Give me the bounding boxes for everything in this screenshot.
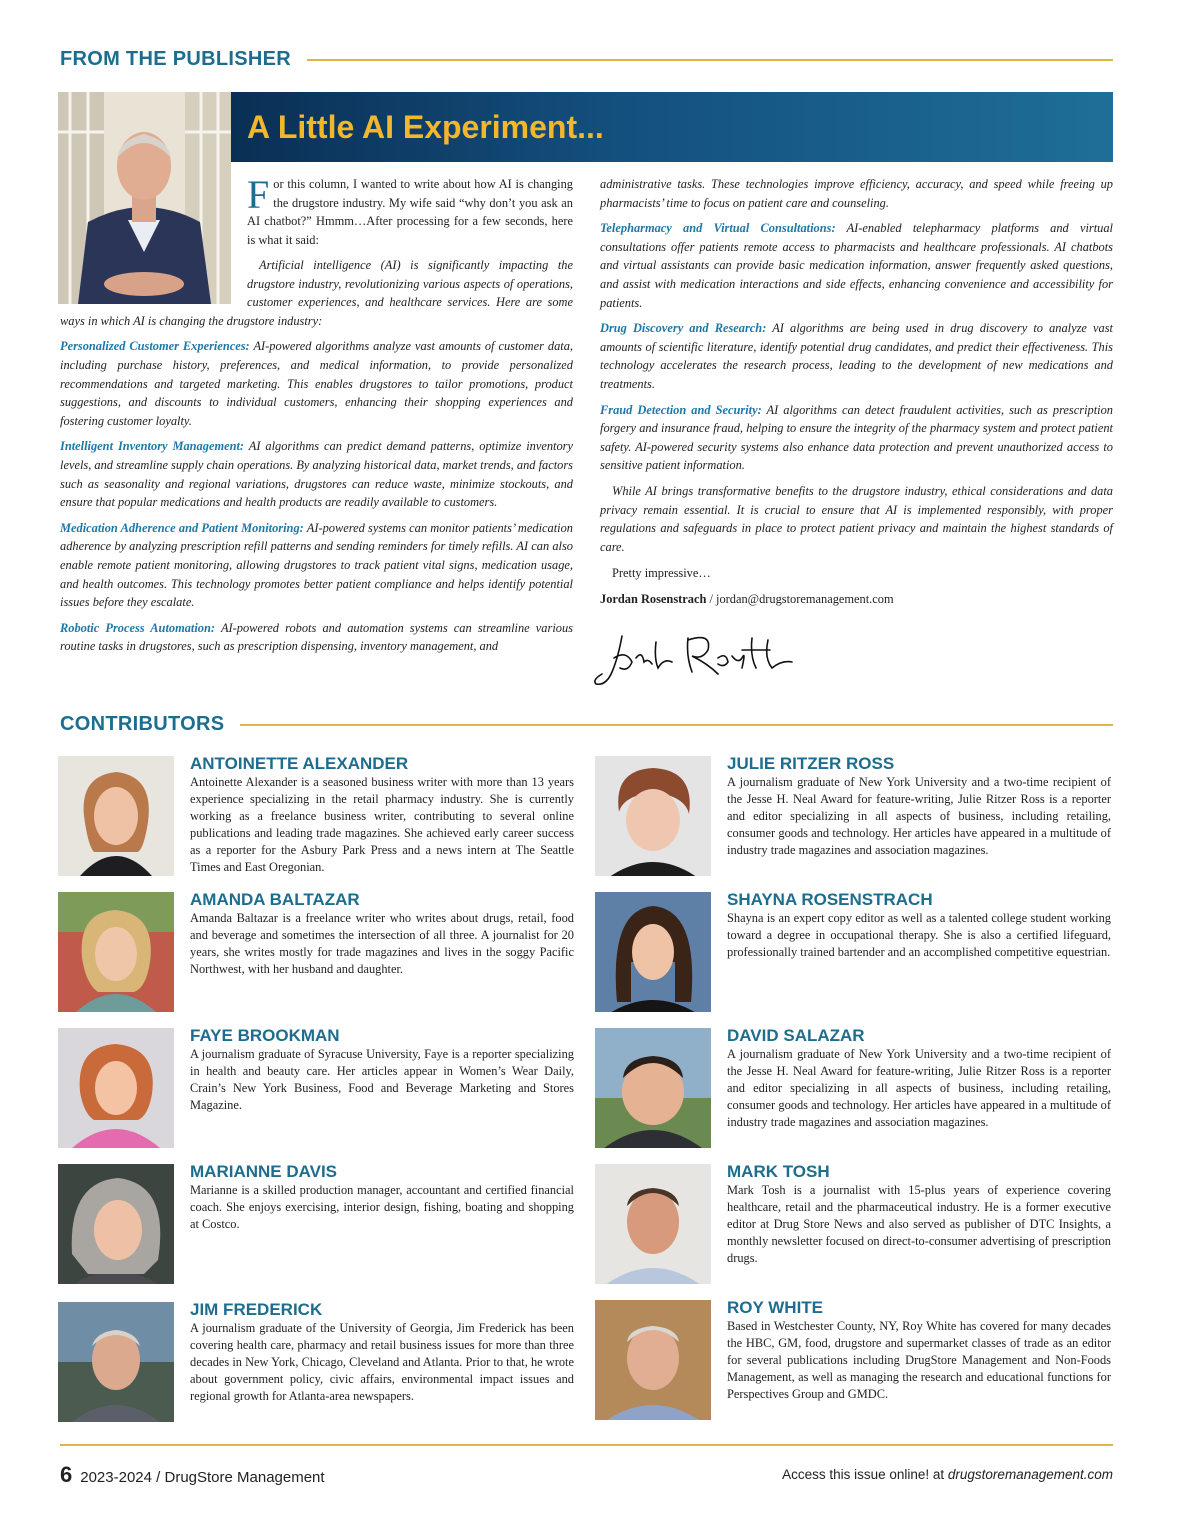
contributor-photo bbox=[595, 1300, 711, 1420]
contributor-bio: Mark Tosh is a journalist with 15-plus years of experience covering healthcare, retail and the pharmaceutical industry. He is a former executive editor at Drug Store News and also served as publisher of DTC Insights, a monthly newsletter focused on direct-to-consumer advertising of prescription drugs. bbox=[727, 1183, 1111, 1265]
publisher-intro bbox=[247, 172, 573, 258]
item-personalized: Personalized Customer Experiences: AI-powered algorithms analyze vast amounts of customer data, including purchase history, preferences, and medical information, to provide personalized recommendations and targeted marketing. This enables drugstores to tailor promotions, product suggestions, and discounts to individual customers, enhancing their shopping experiences and fostering customer loyalty. bbox=[60, 339, 573, 428]
contributor-name: ROY WHITE bbox=[727, 1298, 824, 1317]
contributor-name: JULIE RITZER ROSS bbox=[727, 754, 895, 773]
contributor-card bbox=[58, 1302, 574, 1422]
item-fraud: Fraud Detection and Security: AI algorithms can detect fraudulent activities, such as prescription forgery and insurance fraud, helping to ensure the integrity of the pharmacy system and protect patient safety. AI-powered security systems also enhance data protection and prevent unauthorized access to sensitive patient information. bbox=[600, 402, 1113, 473]
footer-divider bbox=[60, 1444, 1113, 1446]
contributor-bio: Amanda Baltazar is a freelance writer who writes about drugs, retail, food and beverage and sometimes the intersection of all three. A journalist for 20 years, she writes mostly for trade magazines and lives in the soggy Pacific Northwest, with her husband and daughter. bbox=[190, 911, 574, 976]
page-number: 6 bbox=[60, 1462, 73, 1487]
item-adherence: Medication Adherence and Patient Monitoring: AI-powered systems can monitor patients’ medication adherence by analyzing prescription refill patterns and sending reminders for timely refills. AI can also enable remote patient monitoring, allowing drugstores to track patient vital signs, medication usage, and health outcomes. This technology promotes better patient compliance and helps identify potential issues before they escalate. bbox=[60, 520, 573, 610]
item-robotic: Robotic Process Automation: AI-powered robots and automation systems can streamline various routine tasks in drugstores, such as prescription dispensing, inventory management, and bbox=[60, 620, 573, 654]
contributor-bio: Based in Westchester County, NY, Roy White has covered for many decades the HBC, GM, food, drugstore and supermarket classes of trade as an editor for several publications including DrugStore Management and Non-Foods Management, as well as managing the research and educational functions for Perspectives Group and GMDC. bbox=[727, 1319, 1111, 1401]
item-inventory: Intelligent Inventory Management: AI algorithms can predict demand patterns, optimize inventory levels, and streamline supply chain operations. By analyzing historical data, market trends, and factors such as seasonality and regional variations, drugstores can reduce waste, minimize stockouts, and ensure that popular medications and health products are readily available to customers. bbox=[60, 439, 573, 510]
contributor-bio: A journalism graduate of Syracuse University, Faye is a reporter specializing in health and beauty care. Her articles appear in Women’s Wear Daily, Crain’s New York Business, Food and Beverage Marketing and Stores Magazine. bbox=[190, 1047, 574, 1112]
contributors-section-header bbox=[60, 713, 1113, 736]
contributor-card bbox=[595, 1164, 1111, 1284]
item-telepharmacy: Telepharmacy and Virtual Consultations: AI-enabled telepharmacy platforms and virtual consultations offer patients remote access to pharmacists and healthcare professionals. AI chatbots and virtual assistants can provide basic medication information, answer frequently asked questions, and assist with medication interactions and side effects, enhancing convenience and accessibility for patients. bbox=[600, 221, 1114, 310]
section-label: FROM THE PUBLISHER bbox=[60, 48, 291, 70]
contributor-name: FAYE BROOKMAN bbox=[190, 1026, 340, 1045]
contributor-bio: Shayna is an expert copy editor as well as a talented college student working toward a degree in occupational therapy. She is also a certified lifeguard, professionally trained bartender and an accomplished competitive equestrian. bbox=[727, 911, 1111, 959]
contributor-name: SHAYNA ROSENSTRACH bbox=[727, 890, 933, 909]
footer-right bbox=[782, 1467, 1113, 1482]
contributor-name: MARIANNE DAVIS bbox=[190, 1162, 338, 1181]
pretty-impressive: Pretty impressive… bbox=[612, 566, 711, 581]
access-text: Access this issue online! at bbox=[782, 1467, 948, 1482]
contributor-photo bbox=[58, 1302, 174, 1422]
contributor-bio: A journalism graduate of New York University and a two-time recipient of the Jesse H. Neal Award for feature-writing, Julie Ritzer Ross is a reporter and editor specializing in all aspects of business, including retailing, consumer goods and technology. Her articles have appeared in a multitude of industry trade magazines and association magazines. bbox=[727, 775, 1111, 857]
contributor-photo bbox=[595, 1164, 711, 1284]
author-name: Jordan Rosenstrach bbox=[600, 591, 707, 606]
contributor-bio: A journalism graduate of New York University and a two-time recipient of the Jesse H. Neal Award for feature-writing, Julie Ritzer Ross is a reporter and editor specializing in all aspects of business, including retailing, consumer goods and technology. Her articles have appeared in a multitude of industry trade magazines and association magazines. bbox=[727, 1047, 1111, 1129]
contributor-bio: Antoinette Alexander is a seasoned business writer with more than 13 years experience specializing in the retail pharmacy industry. She is currently working as a freelance business writer, contributing to several online publications and leading trade magazines. She achieved early career success as a reporter for the Asbury Park Press and a news intern at The Seattle Times and East Oregonian. bbox=[190, 775, 574, 874]
contributor-photo bbox=[58, 756, 174, 876]
contributor-card bbox=[595, 1300, 1111, 1420]
section-label: CONTRIBUTORS bbox=[60, 713, 225, 735]
contributor-card bbox=[595, 892, 1111, 1012]
contributor-photo bbox=[595, 1028, 711, 1148]
contributor-name: DAVID SALAZAR bbox=[727, 1026, 865, 1045]
contributor-card bbox=[595, 756, 1111, 876]
wrap-spacer bbox=[60, 256, 247, 310]
contributor-bio: A journalism graduate of the University of Georgia, Jim Frederick has been covering health care, pharmacy and retail business issues for more than three decades in New York, Chicago, Cleveland and Atlanta. Prior to that, he wrote about government policy, civic affairs, environmental impact issues and regional growth for Atlanta-area newspapers. bbox=[190, 1321, 574, 1403]
drop-cap: F bbox=[247, 172, 270, 217]
divider bbox=[307, 59, 1113, 61]
contributor-card bbox=[58, 1164, 574, 1284]
contributor-photo bbox=[58, 1164, 174, 1284]
contributor-card bbox=[58, 1028, 574, 1148]
continuation-text: administrative tasks. These technologies improve efficiency, accuracy, and speed while freeing up pharmacists’ time to focus on patient care and counseling. bbox=[600, 177, 1113, 210]
contributor-photo bbox=[58, 892, 174, 1012]
contributor-photo bbox=[595, 756, 711, 876]
signature-image bbox=[592, 628, 797, 690]
contributor-bio: Marianne is a skilled production manager, accountant and certified financial coach. She enjoys exercising, interior design, fishing, boating and shopping at Costco. bbox=[190, 1183, 574, 1231]
contributor-name: MARK TOSH bbox=[727, 1162, 830, 1181]
author-line: Jordan Rosenstrach / jordan@drugstoremanagement.com bbox=[600, 591, 894, 606]
contributor-name: AMANDA BALTAZAR bbox=[190, 890, 360, 909]
intro-text: or this column, I wanted to write about how AI is changing the drugstore industry. My wife said “why don’t you ask an AI chatbot?” Hmmm…After processing for a few seconds, here is what it said: bbox=[247, 177, 573, 247]
publisher-section-header bbox=[60, 48, 1113, 71]
publisher-column-right bbox=[600, 175, 1113, 615]
footer-left bbox=[60, 1462, 325, 1488]
contributor-photo bbox=[595, 892, 711, 1012]
contributor-photo bbox=[58, 1028, 174, 1148]
article-title: A Little AI Experiment... bbox=[247, 109, 604, 145]
author-email: jordan@drugstoremanagement.com bbox=[716, 591, 894, 606]
contributor-card bbox=[58, 756, 574, 876]
ai-intro-block bbox=[60, 256, 573, 663]
website-link[interactable]: drugstoremanagement.com bbox=[947, 1467, 1113, 1482]
contributor-card bbox=[58, 892, 574, 1012]
item-drug-discovery: Drug Discovery and Research: AI algorithms are being used in drug discovery to analyze vast amounts of scientific literature, identify potential drug candidates, and predict their effectiveness. This technology accelerates the research process, leading to the development of new medications and treatments. bbox=[600, 321, 1114, 391]
closing-text: While AI brings transformative benefits to the drugstore industry, ethical considerations and data privacy remain essential. It is crucial to ensure that AI is implemented responsibly, with proper regulations and safeguards in place to protect patient privacy and maintain the highest standards of care. bbox=[600, 483, 1113, 554]
article-title-bar bbox=[231, 92, 1113, 162]
divider bbox=[240, 724, 1113, 726]
ai-intro: Artificial intelligence (AI) is significantly impacting the drugstore industry, revolutionizing various aspects of operations, customer experiences, and healthcare services. Here are some ways in which AI is changing the drugstore industry: bbox=[60, 258, 573, 328]
contributor-name: JIM FREDERICK bbox=[190, 1300, 323, 1319]
contributor-card bbox=[595, 1028, 1111, 1148]
publication-name: 2023-2024 / DrugStore Management bbox=[80, 1469, 325, 1486]
contributor-name: ANTOINETTE ALEXANDER bbox=[190, 754, 409, 773]
